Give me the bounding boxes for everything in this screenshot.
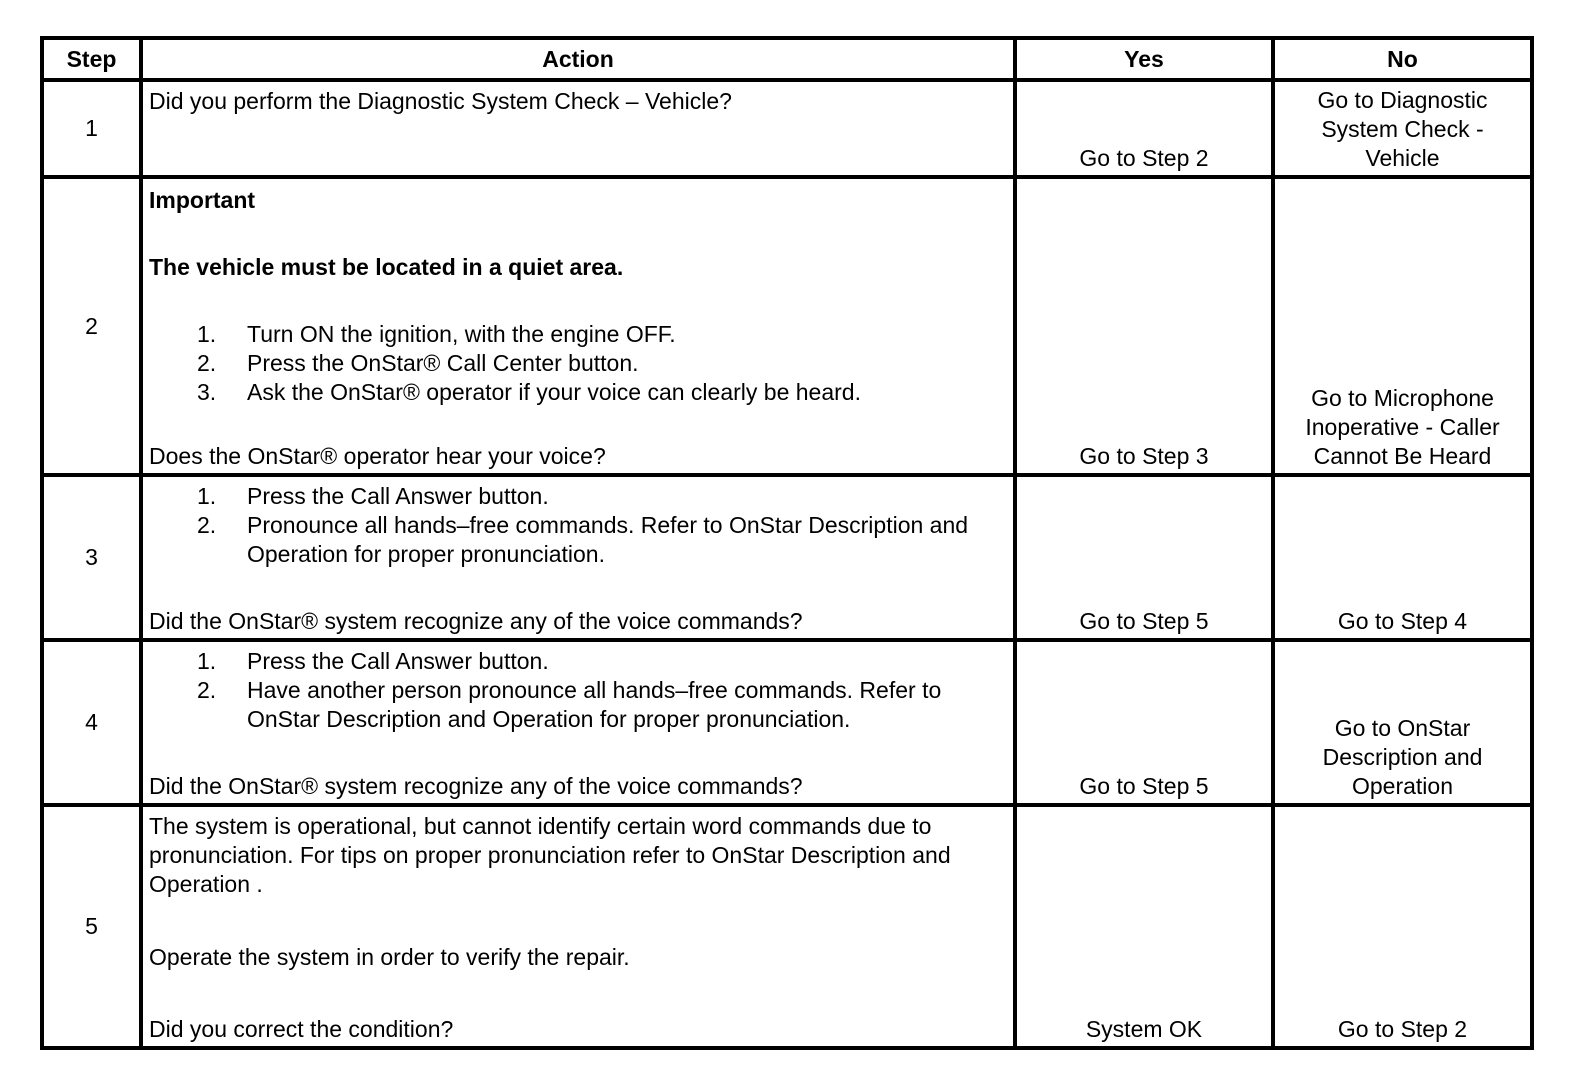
- action-question: Did you correct the condition?: [149, 1016, 454, 1042]
- yes-cell: Go to Step 3: [1015, 177, 1273, 475]
- header-yes: Yes: [1015, 38, 1273, 80]
- no-cell: Go to Step 2: [1273, 805, 1532, 1048]
- header-action: Action: [141, 38, 1015, 80]
- header-row: [42, 38, 1532, 80]
- list-item: 3. Ask the OnStar® operator if your voice can clearly be heard.: [197, 379, 861, 405]
- step-number: 1: [42, 80, 141, 177]
- list-item: 1. Press the Call Answer button.: [197, 648, 549, 674]
- yes-cell: Go to Step 5: [1015, 475, 1273, 640]
- action-question: Did the OnStar® system recognize any of the voice commands?: [149, 608, 803, 634]
- yes-cell: Go to Step 2: [1015, 80, 1273, 177]
- table-row: [42, 80, 1532, 177]
- action-cell: [141, 475, 1015, 640]
- step-number: 4: [42, 640, 141, 805]
- action-cell: [141, 805, 1015, 1048]
- table-row: [42, 640, 1532, 805]
- step-list: [149, 320, 1007, 407]
- table-row: [42, 475, 1532, 640]
- no-cell: Go to Step 4: [1273, 475, 1532, 640]
- action-cell: [141, 80, 1015, 177]
- step-number: 3: [42, 475, 141, 640]
- header-step: Step: [42, 38, 141, 80]
- action-text: Operate the system in order to verify the repair.: [149, 943, 630, 970]
- list-item: 2. Press the OnStar® Call Center button.: [197, 350, 639, 376]
- diagnostic-table: [40, 36, 1534, 1050]
- important-label: Important: [149, 187, 256, 213]
- yes-cell: Go to Step 5: [1015, 640, 1273, 805]
- step-list: [149, 482, 1007, 569]
- action-question: Did the OnStar® system recognize any of the voice commands?: [149, 773, 803, 799]
- important-note: The vehicle must be located in a quiet area.: [149, 254, 624, 280]
- action-question: Does the OnStar® operator hear your voice?: [149, 443, 606, 469]
- header-no: No: [1273, 38, 1532, 80]
- action-text: The system is operational, but cannot identify certain word commands due to pronunciation. For tips on proper pronunciation refer to OnStar Description and Operation .: [149, 813, 951, 897]
- step-number: 5: [42, 805, 141, 1048]
- action-question: Did you perform the Diagnostic System Check – Vehicle?: [149, 88, 732, 114]
- table-row: [42, 177, 1532, 475]
- action-cell: [141, 177, 1015, 475]
- list-item: 1. Press the Call Answer button.: [197, 483, 549, 509]
- yes-cell: System OK: [1015, 805, 1273, 1048]
- table-row: [42, 805, 1532, 1048]
- list-item: 2. Have another person pronounce all hands–free commands. Refer to OnStar Description and Operation for proper pronunciation.: [197, 677, 942, 732]
- no-cell: Go to OnStar Description and Operation: [1273, 640, 1532, 805]
- step-number: 2: [42, 177, 141, 475]
- no-cell: Go to Diagnostic System Check - Vehicle: [1273, 80, 1532, 177]
- action-cell: [141, 640, 1015, 805]
- step-list: [149, 647, 1007, 734]
- list-item: 2. Pronounce all hands–free commands. Refer to OnStar Description and Operation for proper pronunciation.: [197, 512, 969, 567]
- no-cell: Go to Microphone Inoperative - Caller Cannot Be Heard: [1273, 177, 1532, 475]
- list-item: 1. Turn ON the ignition, with the engine OFF.: [197, 321, 676, 347]
